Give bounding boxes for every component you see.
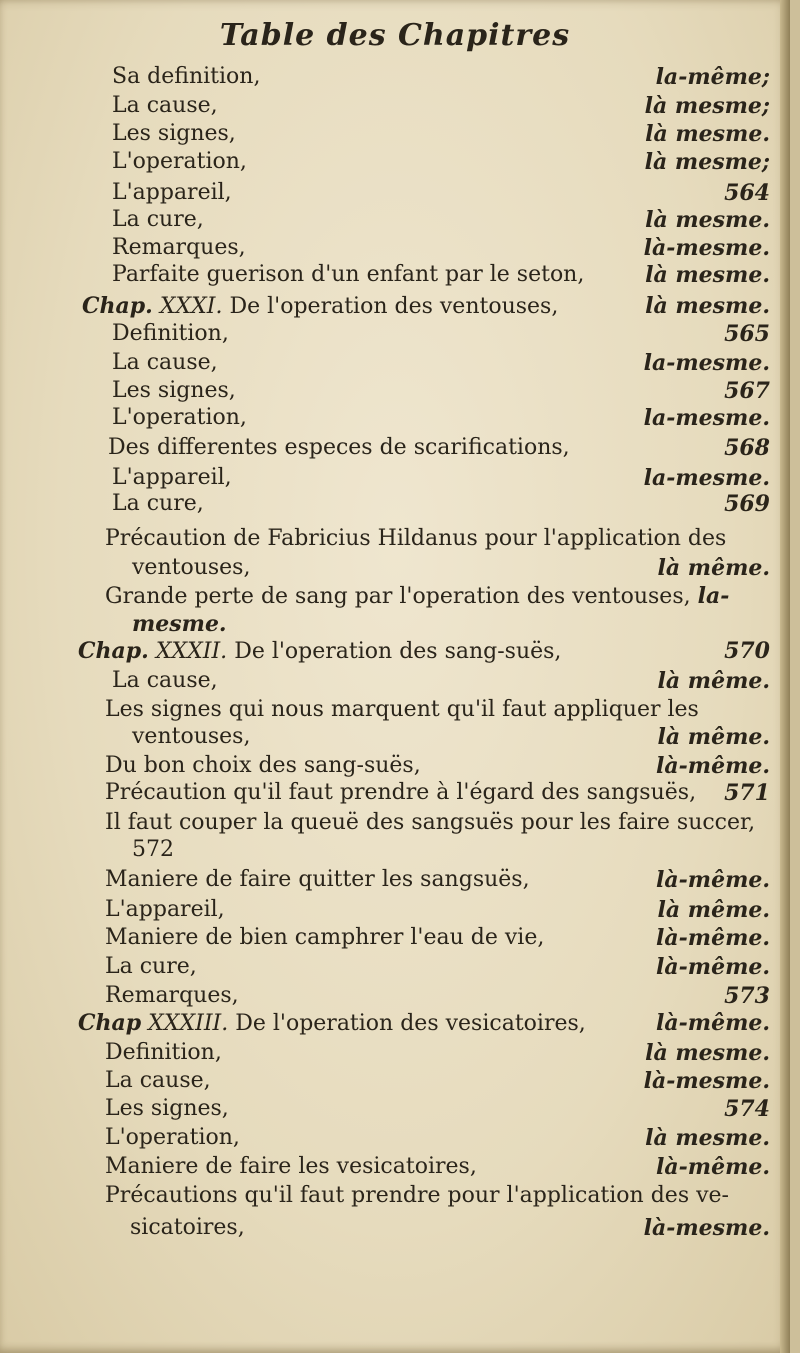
- entry-title: Definition,: [105, 1040, 222, 1065]
- entry-title: Les signes qui nous marquent qu'il faut appliquer les: [105, 697, 699, 722]
- chapter-number: XXXIII.: [148, 1011, 229, 1036]
- chapter-label: Chap: [78, 1010, 142, 1036]
- entry-title: L'appareil,: [105, 897, 225, 922]
- chapter-label: Chap.: [82, 293, 153, 319]
- page-reference: la-mesme.: [643, 350, 770, 376]
- page-reference: 565: [724, 321, 770, 347]
- entry-title: La cure,: [112, 207, 204, 232]
- entry-title: Précautions qu'il faut prendre pour l'application des ve-: [105, 1183, 729, 1208]
- entry-title: ventouses,: [132, 724, 251, 749]
- page-reference: là mesme;: [644, 93, 770, 119]
- entry-title: L'operation,: [105, 1125, 240, 1150]
- page-reference: 569: [724, 491, 770, 517]
- entry-title: Du bon choix des sang-suës,: [105, 753, 421, 778]
- page-reference: la-mesme.: [643, 405, 770, 431]
- page-reference: 564: [724, 180, 770, 206]
- entry-title: Sa definition,: [112, 64, 261, 89]
- page-reference: là-même.: [656, 1154, 770, 1180]
- entry-title: Il faut couper la queuë des sangsuës pour les faire succer,: [105, 810, 756, 835]
- page-edge: [780, 0, 790, 1353]
- page-reference: là-même.: [656, 753, 770, 779]
- page-reference: là-mesme.: [643, 1068, 770, 1094]
- page-reference: là-même.: [656, 954, 770, 980]
- entry-title: L'appareil,: [112, 465, 232, 490]
- page-reference: la-mesme.: [643, 465, 770, 491]
- entry-title: Maniere de faire les vesicatoires,: [105, 1154, 477, 1179]
- page-reference: là mesme.: [645, 262, 770, 288]
- entry-title: 572: [132, 837, 174, 862]
- entry-title: Grande perte de sang par l'operation des ventouses,: [105, 584, 691, 609]
- entry-title: La cause,: [105, 1068, 211, 1093]
- page-reference: 570: [724, 638, 770, 664]
- page-reference: là même.: [657, 724, 770, 750]
- running-header: Table des Chapitres: [219, 18, 571, 53]
- entry-title: Les signes,: [112, 121, 236, 146]
- entry-title: Des differentes especes de scarifications,: [108, 435, 570, 460]
- page-reference: là même.: [657, 897, 770, 923]
- entry-title: L'operation,: [112, 405, 247, 430]
- entry-title: Précaution de Fabricius Hildanus pour l'application des: [105, 526, 727, 551]
- entry-title: sicatoires,: [130, 1215, 245, 1240]
- page-reference: là-même.: [656, 1010, 770, 1036]
- toc-entry: [130, 1210, 770, 1246]
- page-reference: 568: [724, 435, 770, 461]
- entry-title: De l'operation des ventouses,: [229, 294, 559, 319]
- entry-title: Maniere de faire quitter les sangsuës,: [105, 867, 530, 892]
- entry-title: La cause,: [112, 668, 218, 693]
- entry-title: La cause,: [112, 350, 218, 375]
- page-reference: là même.: [657, 555, 770, 581]
- page-reference: là mesme.: [645, 293, 770, 319]
- entry-title: Definition,: [112, 321, 229, 346]
- page-reference: là-même.: [656, 925, 770, 951]
- toc-entry: [105, 1178, 770, 1214]
- entry-text: [130, 1210, 245, 1246]
- chapter-label: Chap.: [78, 638, 149, 664]
- entry-title: La cure,: [105, 954, 197, 979]
- entry-title: ventouses,: [132, 555, 251, 580]
- entry-text: [112, 486, 204, 522]
- entry-title: L'appareil,: [112, 180, 232, 205]
- entry-title: L'operation,: [112, 149, 247, 174]
- page-reference: là même.: [657, 668, 770, 694]
- entry-title: De l'operation des vesicatoires,: [235, 1011, 586, 1036]
- entry-title: Précaution qu'il faut prendre à l'égard des sangsuës,: [105, 780, 697, 805]
- entry-title: Les signes,: [112, 378, 236, 403]
- page-reference: là-mesme.: [643, 235, 770, 261]
- page-reference: là mesme.: [645, 207, 770, 233]
- entry-title: Remarques,: [105, 983, 239, 1008]
- entry-title: De l'operation des sang-suës,: [234, 639, 562, 664]
- entry-title: mesme.: [132, 611, 227, 637]
- page-reference: là mesme;: [644, 149, 770, 175]
- entry-continuation: la-: [697, 583, 730, 609]
- page-reference: 567: [724, 378, 770, 404]
- page-reference: 571: [724, 780, 770, 806]
- toc-entry: [112, 486, 770, 522]
- page-reference: là-même.: [656, 867, 770, 893]
- page-reference: là mesme.: [645, 1125, 770, 1151]
- chapter-number: XXXII.: [155, 639, 228, 664]
- entry-title: Remarques,: [112, 235, 246, 260]
- page-reference: là mesme.: [645, 121, 770, 147]
- entry-title: La cure,: [112, 491, 204, 516]
- page-reference: là-mesme.: [643, 1215, 770, 1241]
- entry-text: [105, 1178, 729, 1214]
- entry-title: La cause,: [112, 93, 218, 118]
- entry-title: Les signes,: [105, 1096, 229, 1121]
- page-reference: là mesme.: [645, 1040, 770, 1066]
- page-reference: la-même;: [655, 64, 770, 90]
- page-reference: 573: [724, 983, 770, 1009]
- entry-title: Maniere de bien camphrer l'eau de vie,: [105, 925, 545, 950]
- page-reference: 574: [724, 1096, 770, 1122]
- chapter-number: XXXI.: [159, 294, 223, 319]
- entry-title: Parfaite guerison d'un enfant par le seton,: [112, 262, 585, 287]
